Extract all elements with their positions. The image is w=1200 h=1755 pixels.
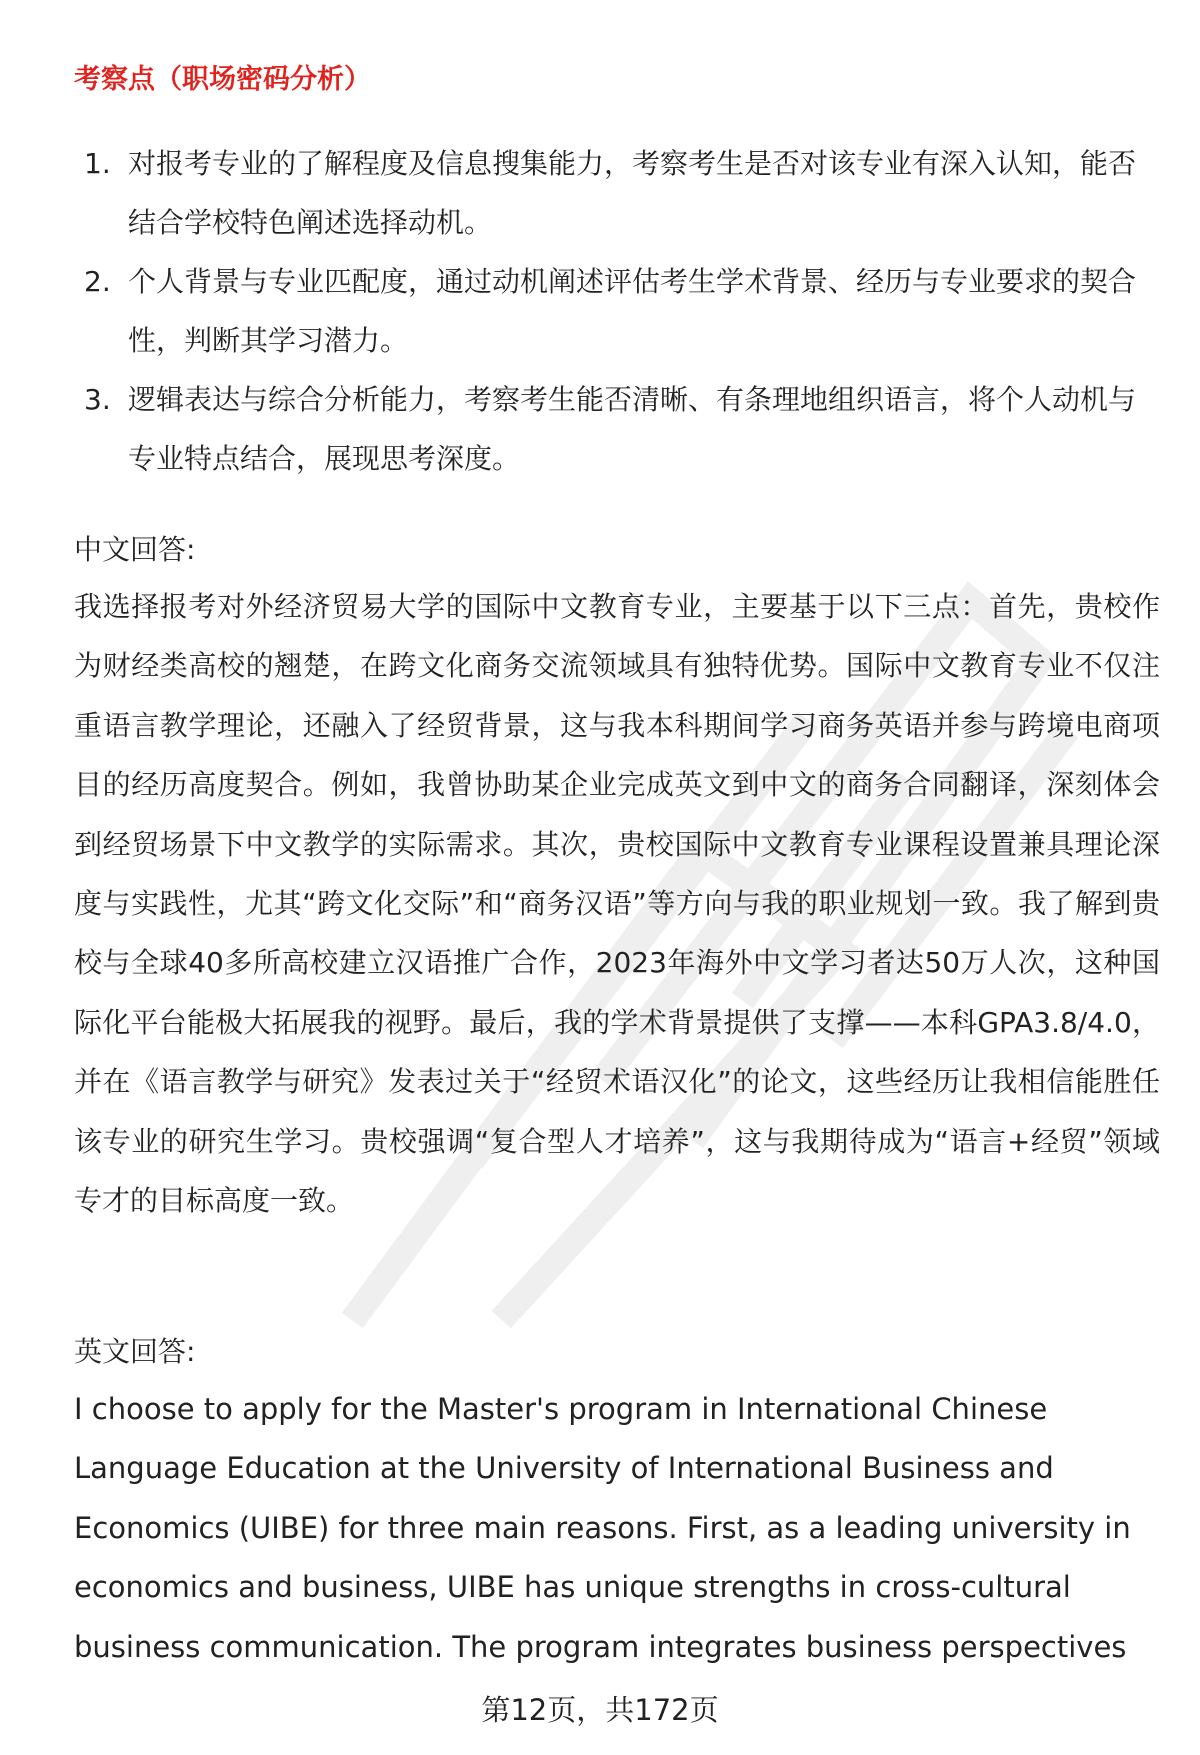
list-item-number: 3. xyxy=(84,383,111,416)
english-answer-label: 英文回答: xyxy=(74,1335,196,1368)
page-number-footer: 第12页，共172页 xyxy=(481,1693,719,1727)
chinese-answer-label: 中文回答: xyxy=(74,533,196,566)
list-item-number: 2. xyxy=(84,265,111,298)
list-item-number: 1. xyxy=(84,147,111,180)
list-item xyxy=(74,370,1154,488)
chinese-answer-body: 我选择报考对外经济贸易大学的国际中文教育专业，主要基于以下三点：首先，贵校作为财经类高校的翘楚，在跨文化商务交流领域具有独特优势。国际中文教育专业不仅注重语言教学理论，还融入了经贸背景，这与我本科期间学习商务英语并参与跨境电商项目的经历高度契合。例如，我曾协助某企业完成英文到中文的商务合同翻译，深刻体会到经贸场景下中文教学的实际需求。其次，贵校国际中文教育专业课程设置兼具理论深度与实践性，尤其“跨文化交际”和“商务汉语”等方向与我的职业规划一致。我了解到贵校与全球40多所高校建立汉语推广合作，2023年海外中文学习者达50万人次，这种国际化平台能极大拓展我的视野。最后，我的学术背景提供了支撑——本科GPA3.8/4.0，并在《语言教学与研究》发表过关于“经贸术语汉化”的论文，这些经历让我相信能胜任该专业的研究生学习。贵校强调“复合型人才培养”，这与我期待成为“语言+经贸”领域专才的目标高度一致。 xyxy=(74,590,1160,1218)
list-item-text: 个人背景与专业匹配度，通过动机阐述评估考生学术背景、经历与专业要求的契合性，判断其学习潜力。 xyxy=(128,265,1137,357)
list-item-text: 对报考专业的了解程度及信息搜集能力，考察考生是否对该专业有深入认知，能否结合学校特色阐述选择动机。 xyxy=(128,147,1137,239)
assessment-points-list xyxy=(74,134,1154,488)
list-item-text: 逻辑表达与综合分析能力，考察考生能否清晰、有条理地组织语言，将个人动机与专业特点结合，展现思考深度。 xyxy=(128,383,1137,475)
list-item xyxy=(74,134,1154,252)
list-item xyxy=(74,252,1154,370)
english-answer-body: I choose to apply for the Master's program in International Chinese Language Education at the University of International Business and Economics (UIBE) for three main reasons. First, as a leading university in economics and business, UIBE has unique strengths in cross-cultural business communication. The program integrates business perspectives xyxy=(74,1392,1131,1664)
section-heading: 考察点（职场密码分析） xyxy=(74,64,371,95)
